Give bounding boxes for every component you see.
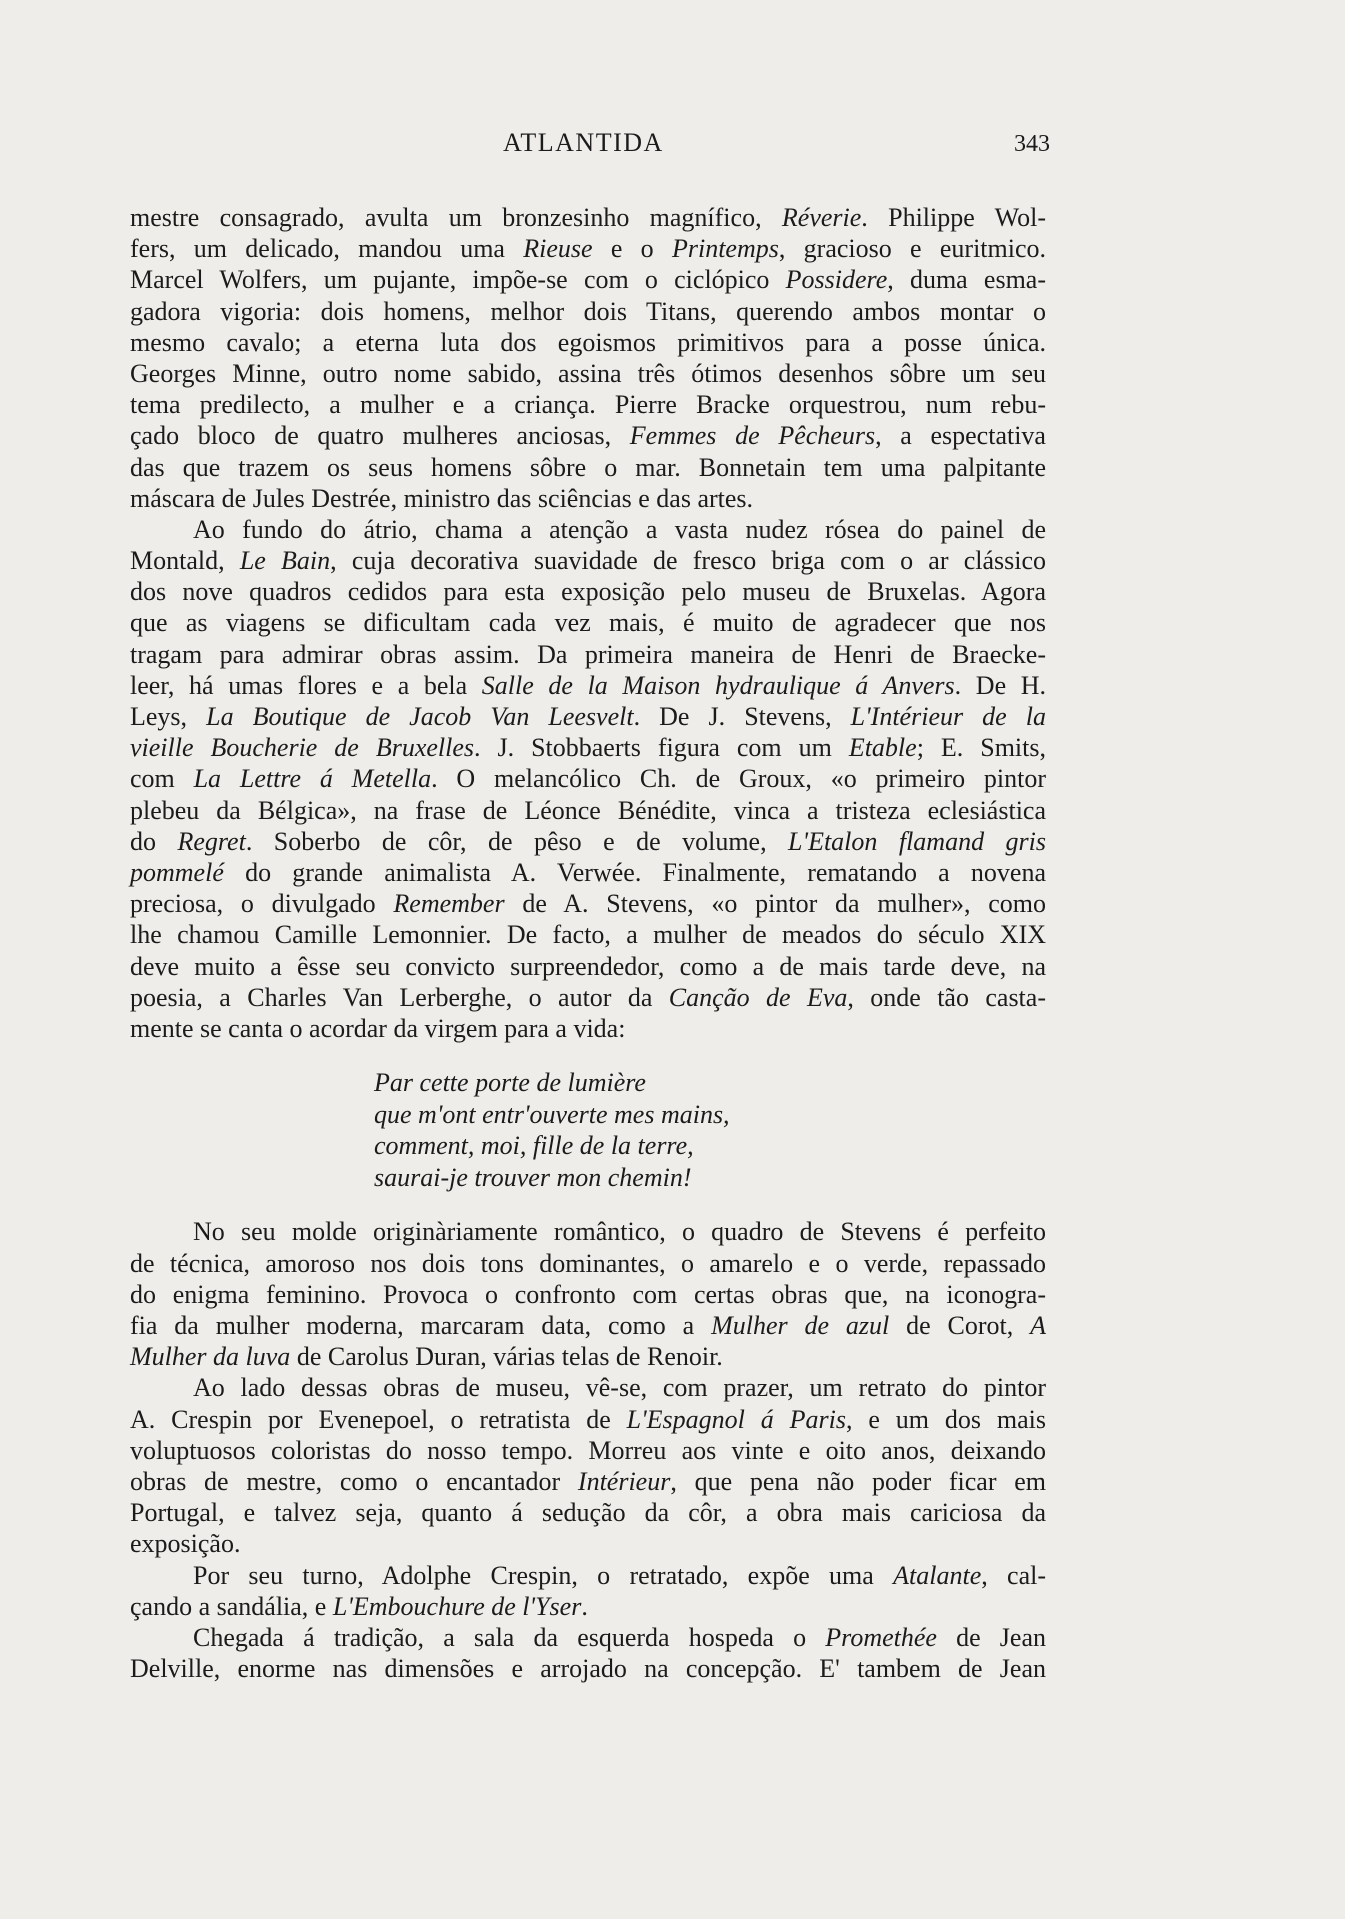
text-line	[130, 420, 1046, 451]
text-run: deve muito a êsse seu convicto surpreendedor, como a de mais tarde deve, na	[130, 951, 1046, 981]
poem-verse: comment, moi, fille de la terre,	[374, 1131, 694, 1161]
text-line	[130, 1013, 1046, 1044]
text-run: do grande animalista A. Verwée. Finalmente, rematando a novena	[223, 857, 1046, 887]
text-line	[130, 514, 1046, 545]
italic-title: Canção de Eva	[668, 982, 848, 1012]
text-run: , cal-	[981, 1560, 1047, 1590]
text-run: Montald,	[130, 546, 240, 576]
text-run: leer, há umas flores e a bela	[130, 670, 482, 700]
text-run: A. Crespin por Evenepoel, o retratista de	[130, 1404, 627, 1434]
text-line	[130, 982, 1046, 1013]
italic-title: Femmes de Pêcheurs	[629, 421, 876, 451]
text-run: Portugal, e talvez seja, quanto á sedução da côr, a obra mais cariciosa da	[130, 1498, 1046, 1528]
text-run: tragam para admirar obras assim. Da primeira maneira de Henri de Braecke-	[130, 639, 1046, 669]
paragraph	[130, 1216, 1046, 1372]
italic-title: Possidere	[785, 265, 888, 295]
text-run: de Carolus Duran, várias telas de Renoir.	[290, 1342, 723, 1372]
text-line	[130, 264, 1046, 295]
italic-title: Printemps	[671, 234, 779, 264]
text-line	[130, 1435, 1046, 1466]
text-line	[130, 1216, 1046, 1247]
text-line	[130, 639, 1046, 670]
text-line	[130, 763, 1046, 794]
text-line	[130, 919, 1046, 950]
text-line	[130, 389, 1046, 420]
text-run: ; E. Smits,	[916, 733, 1046, 763]
text-run: com	[130, 764, 194, 794]
italic-title: Intérieur	[577, 1466, 671, 1496]
text-run: fia da mulher moderna, marcaram data, como a	[130, 1311, 712, 1340]
page-header	[130, 128, 1050, 162]
poem-verse: que m'ont entr'ouverte mes mains,	[374, 1099, 730, 1129]
text-run: das que trazem os seus homens sôbre o mar. Bonnetain tem uma palpitante	[130, 452, 1046, 482]
text-line	[130, 1622, 1046, 1653]
italic-title: vieille Boucherie de Bruxelles	[130, 733, 475, 763]
poem-quote	[374, 1067, 1046, 1193]
text-run: lhe chamou Camille Lemonnier. De facto, a mulher de meados do século XIX	[130, 920, 1046, 950]
italic-title: Remember	[393, 889, 505, 919]
text-run: Georges Minne, outro nome sabido, assina três ótimos desenhos sôbre um seu	[130, 358, 1046, 388]
text-run: Marcel Wolfers, um pujante, impõe-se com o ciclópico	[130, 265, 786, 295]
italic-title: Etable	[848, 733, 917, 763]
text-run: de A. Stevens, «o pintor da mulher», como	[504, 889, 1047, 919]
text-run: . O melancólico Ch. de Groux, «o primeiro pintor	[431, 764, 1046, 794]
paragraph	[130, 1372, 1046, 1559]
text-run: de Corot,	[889, 1311, 1031, 1340]
text-run: e o	[592, 234, 672, 264]
italic-title: L'Intérieur de la	[850, 702, 1046, 731]
text-line	[130, 857, 1046, 888]
italic-title: Mulher de azul	[711, 1311, 890, 1340]
text-line	[130, 1341, 1046, 1372]
text-line	[130, 1560, 1046, 1591]
page-number: 343	[1014, 131, 1050, 157]
text-line	[130, 1279, 1046, 1310]
text-run: , a espectativa	[875, 421, 1046, 451]
italic-title: Le Bain	[239, 546, 331, 576]
italic-title: Salle de la Maison hydraulique á Anvers	[481, 670, 955, 700]
paragraph	[130, 1622, 1046, 1684]
text-line	[130, 1404, 1046, 1435]
text-run: , e um dos mais	[846, 1404, 1046, 1434]
text-run: de Jean	[936, 1622, 1046, 1652]
text-line	[130, 233, 1046, 264]
text-run: plebeu da Bélgica», na frase de Léonce Bénédite, vinca a tristeza eclesiástica	[130, 795, 1046, 825]
text-line	[130, 826, 1046, 857]
poem-verse: saurai-je trouver mon chemin!	[374, 1162, 692, 1192]
text-run: , duma esma-	[887, 265, 1047, 295]
italic-title: Promethée	[825, 1622, 937, 1652]
italic-title: La Lettre á Metella	[193, 764, 432, 794]
text-line	[130, 545, 1046, 576]
text-line	[130, 1653, 1046, 1684]
text-run: Leys,	[130, 702, 207, 731]
text-run: obras de mestre, como o encantador	[130, 1466, 578, 1496]
text-line	[130, 296, 1046, 327]
text-line	[130, 202, 1046, 233]
text-line	[130, 732, 1046, 763]
text-run: , que pena não poder ficar em	[670, 1466, 1046, 1496]
text-line	[130, 1497, 1046, 1528]
paragraphs-after-poem	[130, 1216, 1046, 1684]
text-run: Ao lado dessas obras de museu, vê-se, com prazer, um retrato do pintor	[193, 1373, 1046, 1403]
body-text	[130, 202, 1046, 1684]
text-line	[130, 607, 1046, 638]
text-run: preciosa, o divulgado	[130, 889, 394, 919]
paragraphs-before-poem	[130, 202, 1046, 1044]
text-line	[130, 576, 1046, 607]
text-run: çado bloco de quatro mulheres anciosas,	[130, 421, 630, 451]
italic-title: L'Embouchure de l'Yser	[332, 1591, 582, 1621]
text-run: poesia, a Charles Van Lerberghe, o autor da	[130, 982, 669, 1012]
italic-title: pommelé	[130, 857, 224, 887]
italic-title: Mulher da luva	[130, 1342, 291, 1372]
text-run: , gracioso e euritmico.	[778, 234, 1046, 264]
text-run: mente se canta o acordar da virgem para a vida:	[130, 1013, 626, 1043]
italic-title: A	[1030, 1311, 1046, 1340]
paragraph	[130, 1560, 1046, 1622]
text-line	[130, 327, 1046, 358]
text-run: dos nove quadros cedidos para esta exposição pelo museu de Bruxelas. Agora	[130, 577, 1046, 607]
text-run: . De J. Stevens,	[633, 702, 851, 731]
text-run: Delville, enorme nas dimensões e arrojado na concepção. E' tambem de Jean	[130, 1654, 1046, 1684]
text-line	[130, 1466, 1046, 1497]
text-run: .	[581, 1591, 588, 1621]
italic-title: La Boutique de Jacob Van Leesvelt	[206, 702, 634, 731]
text-run: máscara de Jules Destrée, ministro das sciências e das artes.	[130, 483, 754, 513]
text-line	[130, 670, 1046, 701]
text-run: gadora vigoria: dois homens, melhor dois Titans, querendo ambos montar o	[130, 296, 1046, 326]
text-line	[130, 888, 1046, 919]
text-line	[130, 1372, 1046, 1403]
text-line	[130, 1248, 1046, 1279]
italic-title: Regret	[177, 826, 246, 856]
italic-title: L'Espagnol á Paris	[626, 1404, 846, 1434]
running-title: ATLANTIDA	[503, 128, 664, 157]
text-line	[130, 358, 1046, 389]
text-run: . Soberbo de côr, de pêso e de volume,	[245, 826, 789, 856]
text-run: çando a sandália, e	[130, 1591, 333, 1621]
text-run: Por seu turno, Adolphe Crespin, o retratado, expõe uma	[193, 1560, 894, 1590]
text-line	[130, 1528, 1046, 1559]
text-run: . J. Stobbaerts figura com um	[474, 733, 849, 763]
text-line	[130, 701, 1046, 732]
text-run: . Philippe Wol-	[861, 203, 1046, 232]
text-line	[130, 452, 1046, 483]
text-run: fers, um delicado, mandou uma	[130, 234, 524, 264]
paragraph	[130, 514, 1046, 1044]
text-run: , cuja decorativa suavidade de fresco briga com o ar clássico	[330, 546, 1047, 576]
text-run: exposição.	[130, 1529, 241, 1559]
text-run: mesmo cavalo; a eterna luta dos egoismos primitivos para a posse única.	[130, 327, 1046, 357]
text-line	[130, 795, 1046, 826]
text-run: do	[130, 826, 178, 856]
italic-title: L'Etalon flamand gris	[788, 826, 1046, 856]
poem-verse: Par cette porte de lumière	[374, 1068, 646, 1098]
text-run: do enigma feminino. Provoca o confronto com certas obras que, na iconogra-	[130, 1279, 1046, 1309]
italic-title: Réverie	[781, 203, 862, 232]
text-run: . De H.	[954, 670, 1047, 700]
paragraph	[130, 202, 1046, 514]
italic-title: Rieuse	[523, 234, 593, 264]
text-run: mestre consagrado, avulta um bronzesinho magnífico,	[130, 203, 782, 232]
text-run: , onde tão casta-	[847, 982, 1046, 1012]
text-run: No seu molde originàriamente romântico, o quadro de Stevens é perfeito	[193, 1217, 1046, 1247]
text-run: voluptuosos coloristas do nosso tempo. Morreu aos vinte e oito anos, deixando	[130, 1435, 1046, 1465]
text-run: Chegada á tradição, a sala da esquerda hospeda o	[193, 1622, 826, 1652]
text-run: Ao fundo do átrio, chama a atenção a vasta nudez rósea do painel de	[193, 514, 1046, 544]
text-line	[130, 1591, 1046, 1622]
text-line	[130, 483, 1046, 514]
text-run: de técnica, amoroso nos dois tons dominantes, o amarelo e o verde, repassado	[130, 1248, 1046, 1278]
text-line	[130, 951, 1046, 982]
text-line	[130, 1310, 1046, 1341]
text-run: que as viagens se dificultam cada vez mais, é muito de agradecer que nos	[130, 608, 1046, 638]
text-run: tema predilecto, a mulher e a criança. Pierre Bracke orquestrou, num rebu-	[130, 390, 1046, 420]
italic-title: Atalante	[893, 1560, 982, 1590]
